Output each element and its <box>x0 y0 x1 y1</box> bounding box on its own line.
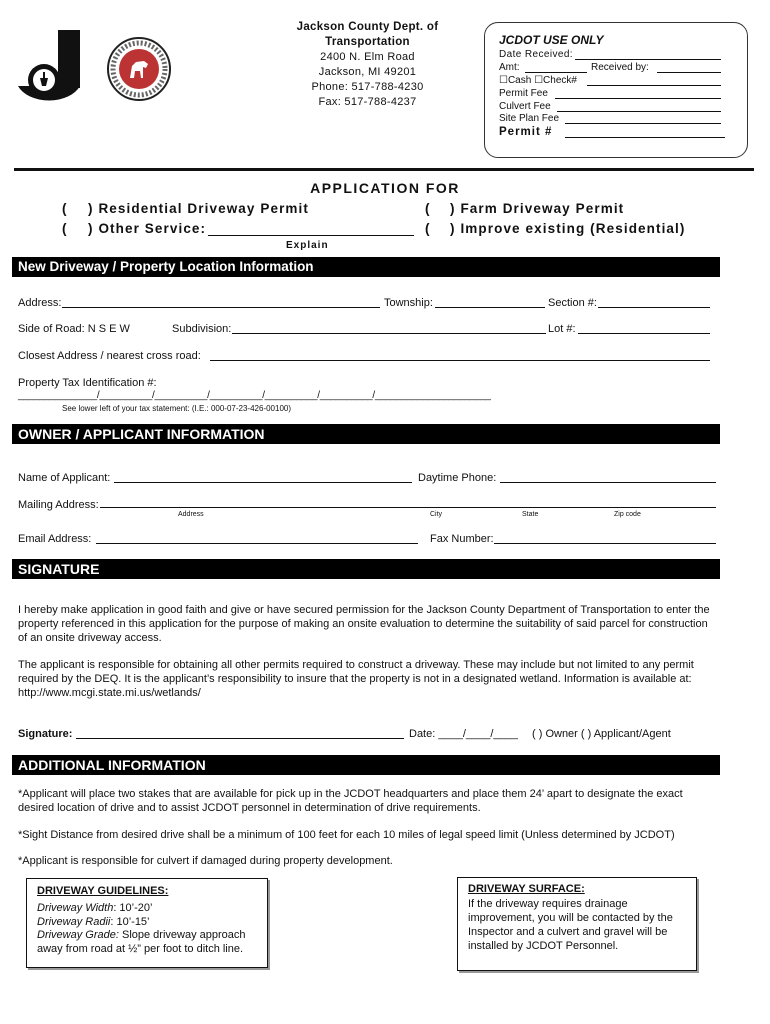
received-by-line <box>657 72 721 73</box>
driveway-guidelines-box <box>26 878 268 968</box>
signature-section-heading: SIGNATURE <box>12 559 720 579</box>
mailing-sub-zip: Zip code <box>614 511 641 518</box>
permit-fee-line <box>555 98 721 99</box>
lot-label: Lot #: <box>548 323 576 335</box>
permit-fee-label: Permit Fee <box>499 88 548 99</box>
daytime-phone-label: Daytime Phone: <box>418 472 497 484</box>
guidelines-title: DRIVEWAY GUIDELINES: <box>37 885 169 897</box>
amt-label: Amt: <box>499 62 520 73</box>
applicant-name-input-line[interactable] <box>114 482 412 483</box>
dept-name-line2: Transportation <box>325 36 410 48</box>
township-input-line[interactable] <box>435 307 545 308</box>
guideline-width-label: Driveway Width <box>37 902 114 914</box>
mailing-address-input-line[interactable] <box>100 507 716 508</box>
email-label: Email Address: <box>18 533 92 545</box>
improve-paren[interactable]: ( <box>425 221 431 236</box>
signature-input-line[interactable] <box>76 738 404 739</box>
tax-id-hint: See lower left of your tax statement: (I.E.: 000-07-23-426-00100) <box>62 404 292 413</box>
mailing-address-label: Mailing Address: <box>18 499 99 511</box>
location-section-heading: New Driveway / Property Location Information <box>12 257 720 277</box>
dept-address: 2400 N. Elm Road <box>320 51 415 63</box>
culvert-note: *Applicant is responsible for culvert if damaged during property development. <box>18 855 393 867</box>
other-service-option: ) Other Service: <box>88 221 207 236</box>
guideline-width-value: : 10’-20’ <box>113 902 153 914</box>
sight-distance-note: *Sight Distance from desired drive shall be a minimum of 100 feet for each 10 miles of legal speed limit (Unless determined by JCDOT) <box>18 829 675 841</box>
received-by-label: Received by: <box>591 62 649 73</box>
mailing-sub-city: City <box>430 511 443 518</box>
dept-fax: Fax: 517-788-4237 <box>318 96 417 108</box>
consent-paragraph: I hereby make application in good faith and give or have secured permission for the Jackson County Department of Transportation to enter the property referenced in this application for the purpose of making an onsite evaluation to determine the suitability of said parcel for construction of an onsite driveway access. <box>18 604 710 644</box>
applicant-name-label: Name of Applicant: <box>18 472 111 484</box>
additional-section-heading: ADDITIONAL INFORMATION <box>12 755 720 775</box>
surface-title: DRIVEWAY SURFACE: <box>468 883 585 895</box>
farm-option: ) Farm Driveway Permit <box>450 201 625 216</box>
guideline-radii-value: : 10’-15’ <box>110 915 150 928</box>
subdivision-label: Subdivision: <box>172 323 232 335</box>
dept-phone: Phone: 517-788-4230 <box>311 81 424 93</box>
jcdot-use-only-box <box>484 22 748 158</box>
daytime-phone-input-line[interactable] <box>500 482 716 483</box>
improve-existing-option: ) Improve existing (Residential) <box>450 221 686 236</box>
check-no-line <box>587 85 721 86</box>
lot-input-line[interactable] <box>578 333 710 334</box>
surface-text: If the driveway requires drainage improvement, you will be contacted by the Inspector and a culvert and gravel will be installed by JCDOT Personnel. <box>468 898 673 952</box>
farm-paren[interactable]: ( <box>425 201 431 216</box>
address-label: Address: <box>18 297 62 309</box>
owner-section-heading: OWNER / APPLICANT INFORMATION <box>12 424 720 444</box>
fax-number-label: Fax Number: <box>430 533 494 545</box>
cash-check-label: ☐Cash ☐Check# <box>499 75 577 86</box>
mailing-sub-address: Address <box>178 511 204 518</box>
county-seal <box>106 36 172 102</box>
site-plan-fee-line <box>565 123 721 124</box>
tax-id-label: Property Tax Identification #: <box>18 377 157 389</box>
other-service-line[interactable] <box>208 235 414 236</box>
address-input-line[interactable] <box>62 307 380 308</box>
tax-id-blanks[interactable]: _______________/__________/__________/__________/__________/__________/______________________ <box>18 390 491 401</box>
jcdot-logo-icon <box>14 28 94 108</box>
header-divider <box>14 168 754 171</box>
section-label: Section #: <box>548 297 597 309</box>
amt-line <box>525 72 587 73</box>
dept-name-line1: Jackson County Dept. of <box>296 21 439 33</box>
stakes-note: *Applicant will place two stakes that are available for pick up in the JCDOT headquarters and place them 24’ apart to designate the exact desired location of drive and to assist JCDOT personnel in determination of drive requirements. <box>18 788 683 814</box>
email-input-line[interactable] <box>96 543 418 544</box>
culvert-fee-line <box>557 111 721 112</box>
guidelines-body <box>37 902 262 956</box>
jcdot-logo <box>14 28 94 108</box>
culvert-fee-label: Culvert Fee <box>499 101 551 112</box>
dept-city: Jackson, MI 49201 <box>318 66 417 78</box>
township-label: Township: <box>384 297 433 309</box>
permit-no-line <box>565 137 725 138</box>
date-received-label: Date Received: <box>499 49 573 60</box>
site-plan-fee-label: Site Plan Fee <box>499 113 560 124</box>
subdivision-input-line[interactable] <box>232 333 546 334</box>
county-seal-icon <box>106 36 172 102</box>
fax-number-input-line[interactable] <box>494 543 716 544</box>
explain-label: Explain <box>286 240 329 251</box>
section-input-line[interactable] <box>598 307 710 308</box>
residential-option: ) Residential Driveway Permit <box>88 201 309 216</box>
guideline-grade-value: Slope driveway approach away from road at ½” per foot to ditch line. <box>37 929 246 955</box>
jcdot-box-title: JCDOT USE ONLY <box>499 33 604 47</box>
guideline-radii-label: Driveway Radii <box>37 915 111 928</box>
owner-agent-options[interactable]: ( ) Owner ( ) Applicant/Agent <box>532 728 671 740</box>
dept-contact-block <box>285 20 450 110</box>
mailing-sub-state: State <box>522 511 539 518</box>
guideline-grade <box>37 929 262 956</box>
driveway-surface-box <box>457 877 697 971</box>
permit-no-label: Permit # <box>499 126 553 138</box>
closest-address-label: Closest Address / nearest cross road: <box>18 350 201 362</box>
side-of-road-label: Side of Road: N S E W <box>18 323 130 335</box>
date-field[interactable]: Date: ____/____/____ <box>409 728 518 740</box>
guideline-width <box>37 902 262 916</box>
permits-paragraph: The applicant is responsible for obtaining all other permits required to construct a driveway. These may include but not limited to any permit required by the DEQ. It is the applicant’s responsibility to insure that the property is not in a designated wetland. Information is available at: http://www.mcgi.state.mi.us/wetlands/ <box>18 659 694 699</box>
guideline-grade-label: Driveway Grade: <box>37 929 119 941</box>
other-paren[interactable]: ( <box>62 221 68 236</box>
residential-paren[interactable]: ( <box>62 201 68 216</box>
guideline-radii <box>37 916 262 930</box>
signature-label: Signature: <box>18 728 73 740</box>
application-title: APPLICATION FOR <box>310 180 460 196</box>
closest-address-input-line[interactable] <box>210 360 710 361</box>
date-received-line <box>575 59 721 60</box>
